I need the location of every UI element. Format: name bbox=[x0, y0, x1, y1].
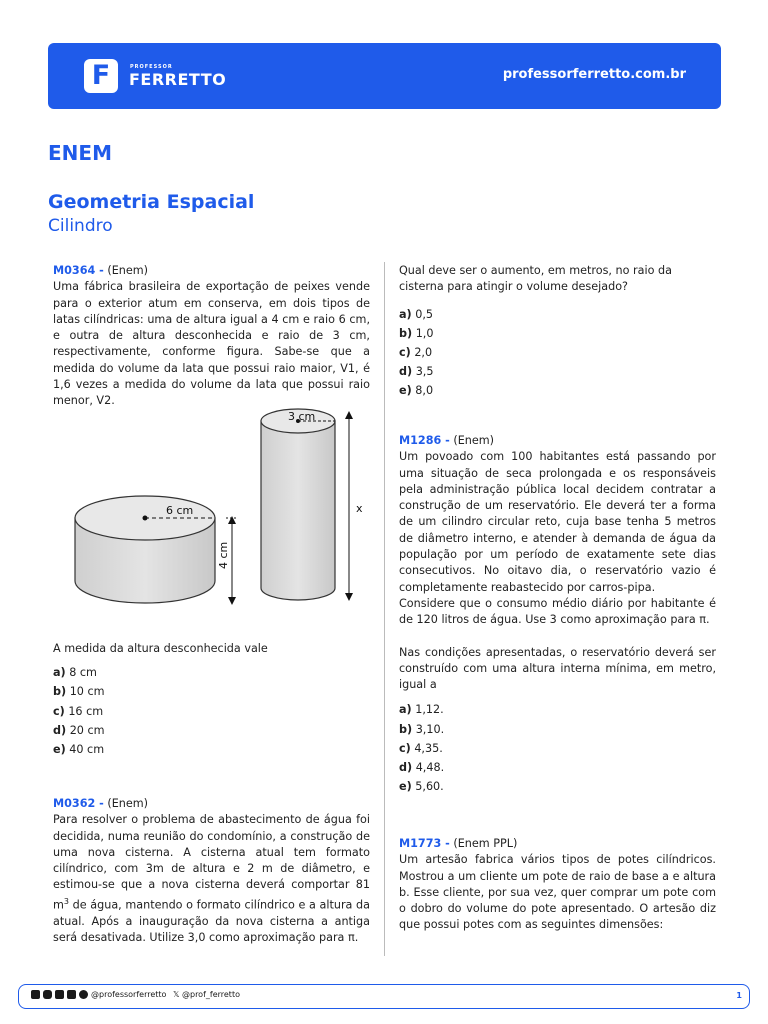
question-m0364 bbox=[53, 263, 370, 410]
option-d[interactable]: d) 3,5 bbox=[399, 365, 434, 379]
tiktok-icon[interactable] bbox=[67, 990, 76, 999]
question-code: M1773 - bbox=[399, 837, 450, 850]
question-header bbox=[53, 263, 370, 279]
question-text: Um artesão fabrica vários tipos de potes cilíndricos. Mostrou a um cliente um pote de raio de base a e altura b. Esse cliente, por sua vez, quer comprar um pote com o dobro do volume do pote apresentado. O artesão diz que possui potes com as seguintes dimensões: bbox=[399, 853, 716, 932]
cylinders-figure bbox=[62, 403, 372, 608]
question-m0362 bbox=[53, 796, 370, 946]
page-title: ENEM bbox=[48, 141, 112, 165]
column-divider bbox=[384, 262, 385, 956]
question-m1286 bbox=[399, 433, 716, 796]
youtube-icon[interactable] bbox=[31, 990, 40, 999]
question-text: Uma fábrica brasileira de exportação de peixes vende para o exterior atum em conserva, em dois tipos de latas cilíndricas: uma de altura igual a 4 cm e raio 6 cm, e outra de altura desconhecida e raio de 3 cm, respectivamente, conforme figura. Sabe-se que a medida do volume da lata que possui raio maior, V1, é 1,6 vezes a medida do volume da lata que possui raio menor, V2. bbox=[53, 280, 370, 408]
handle-prof-ferretto[interactable]: @prof_ferretto bbox=[181, 990, 240, 999]
logo-name: FERRETTO bbox=[129, 70, 227, 89]
social-handles bbox=[31, 990, 240, 999]
question-header bbox=[399, 836, 716, 852]
label-height-big: 4 cm bbox=[217, 541, 230, 569]
instagram-icon[interactable] bbox=[43, 990, 52, 999]
telegram-icon[interactable] bbox=[79, 990, 88, 999]
facebook-icon[interactable] bbox=[55, 990, 64, 999]
logo-subtitle: PROFESSOR bbox=[130, 64, 173, 70]
question-m0364-answers bbox=[53, 641, 370, 759]
footer-bar bbox=[18, 984, 750, 1009]
option-e[interactable]: e) 5,60. bbox=[399, 780, 444, 794]
topic-title: Geometria Espacial bbox=[48, 191, 255, 213]
question-prompt: Qual deve ser o aumento, em metros, no raio da cisterna para atingir o volume desejado? bbox=[399, 264, 672, 294]
question-prompt: Nas condições apresentadas, o reservatório deverá ser construído com uma altura interna mínima, em metro, igual a bbox=[399, 645, 716, 692]
option-c[interactable]: c) 16 cm bbox=[53, 704, 104, 718]
option-a[interactable]: a) 1,12. bbox=[399, 703, 444, 717]
question-prompt: A medida da altura desconhecida vale bbox=[53, 642, 268, 655]
option-b[interactable]: b) 3,10. bbox=[399, 722, 445, 736]
x-icon[interactable]: 𝕏 bbox=[172, 990, 180, 999]
option-e[interactable]: e) 40 cm bbox=[53, 743, 105, 757]
question-code: M1286 - bbox=[399, 434, 450, 447]
option-d[interactable]: d) 20 cm bbox=[53, 723, 105, 737]
question-source: (Enem) bbox=[107, 797, 149, 810]
option-b[interactable]: b) 1,0 bbox=[399, 326, 434, 340]
options-list bbox=[399, 700, 716, 796]
option-a[interactable]: a) 0,5 bbox=[399, 307, 434, 321]
question-code: M0362 - bbox=[53, 797, 104, 810]
option-c[interactable]: c) 4,35. bbox=[399, 741, 443, 755]
options-list bbox=[399, 305, 716, 401]
subtopic-title: Cilindro bbox=[48, 216, 113, 236]
options-list bbox=[53, 663, 370, 759]
site-link[interactable]: professorferretto.com.br bbox=[502, 67, 686, 82]
ferretto-logo-icon: F bbox=[84, 59, 118, 93]
question-source: (Enem) bbox=[453, 434, 495, 447]
header-banner bbox=[48, 43, 721, 109]
option-e[interactable]: e) 8,0 bbox=[399, 384, 434, 398]
question-header bbox=[399, 433, 716, 449]
question-text: Um povoado com 100 habitantes está passando por uma situação de seca prolongada e os responsáveis pela administração pública local decidem contratar a construção de um reservatório. Ele deverá ter a forma de um cilindro circular reto, cuja base tenha 5 metros de diâmetro interno, e atender à demanda de água da população por um período de exatamente sete dias consecutivos. No oitavo dia, o reservatório vazio é completamente reabastecido por carros-pipa. bbox=[399, 450, 716, 594]
option-d[interactable]: d) 4,48. bbox=[399, 761, 445, 775]
question-code: M0364 - bbox=[53, 264, 104, 277]
question-m1773 bbox=[399, 836, 716, 934]
question-source: (Enem) bbox=[107, 264, 149, 277]
option-c[interactable]: c) 2,0 bbox=[399, 345, 433, 359]
label-height-small: x bbox=[356, 502, 363, 515]
question-text: Para resolver o problema de abastecimento de água foi decidida, numa reunião do condomínio, a construção de uma nova cisterna. A cisterna atual tem formato cilíndrico, com 3m de altura e 2 m de diâmetro, e estimou-se que a nova cisterna deverá comportar 81 $m^3$ de água, mantendo o formato cilíndrico e a altura da atual. Após a inauguração da nova cisterna a antiga será desativada. Utilize 3,0 como aproximação para π. bbox=[53, 813, 370, 945]
question-text-2: Considere que o consumo médio diário por habitante é de 120 litros de água. Use 3 como aproximação para π. bbox=[399, 596, 716, 627]
label-radius-big: 6 cm bbox=[166, 504, 194, 517]
question-m0362-continued bbox=[399, 263, 716, 401]
page-number: 1 bbox=[736, 991, 742, 1000]
option-a[interactable]: a) 8 cm bbox=[53, 666, 97, 680]
handle-professorferretto[interactable]: @professorferretto bbox=[91, 990, 167, 999]
option-b[interactable]: b) 10 cm bbox=[53, 685, 105, 699]
question-header bbox=[53, 796, 370, 812]
label-radius-small: 3 cm bbox=[288, 410, 316, 423]
question-source: (Enem PPL) bbox=[453, 837, 518, 850]
